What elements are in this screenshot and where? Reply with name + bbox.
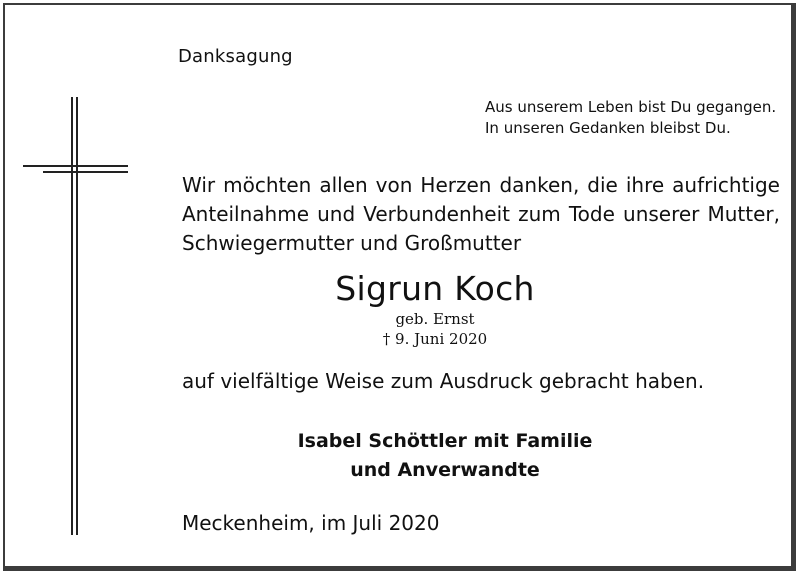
place-date: Meckenheim, im Juli 2020 — [182, 511, 440, 535]
obituary-notice — [3, 3, 796, 571]
signature-line-2: und Anverwandte — [350, 459, 540, 481]
cross-icon — [23, 97, 133, 537]
memorial-quote — [485, 97, 776, 139]
maiden-name: geb. Ernst — [395, 310, 475, 328]
deceased-name: Sigrun Koch — [335, 269, 535, 308]
closing-text: auf vielfältige Weise zum Ausdruck gebracht haben. — [182, 369, 705, 393]
notice-heading: Danksagung — [178, 46, 293, 67]
quote-line-2: In unseren Gedanken bleibst Du. — [485, 119, 731, 137]
death-date: † 9. Juni 2020 — [382, 330, 488, 348]
quote-line-1: Aus unserem Leben bist Du gegangen. — [485, 98, 777, 116]
signature-block — [295, 427, 595, 485]
thanks-text: Wir möchten allen von Herzen danken, die ihre aufrichtige Anteilnahme und Verbundenheit zum Tode unserer Mutter, Schwiegermutter und Großmutter — [182, 173, 780, 255]
signature-line-1: Isabel Schöttler mit Familie — [297, 430, 593, 452]
deceased-block — [305, 269, 565, 349]
